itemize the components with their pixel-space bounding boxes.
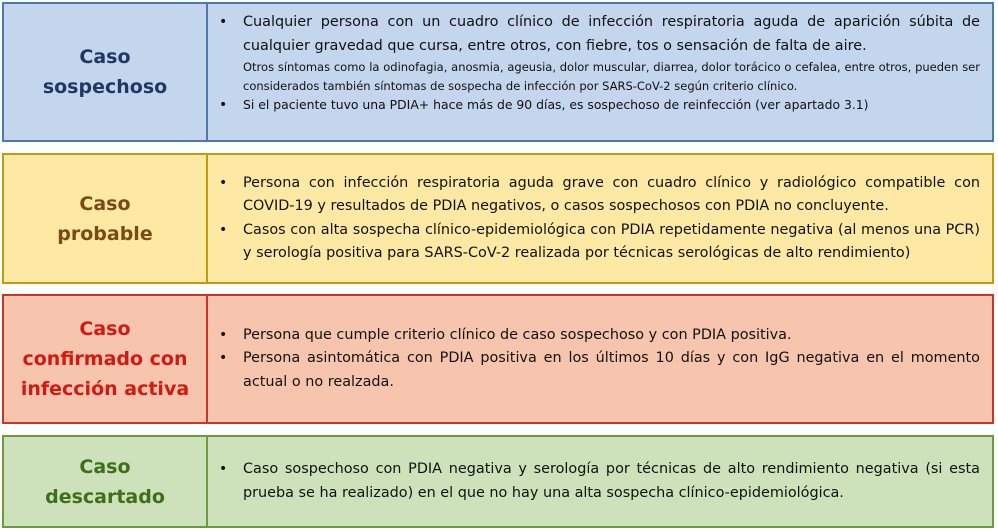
criterion-text: Cualquier persona con un cuadro clínico de infección respiratoria aguda de aparición súbita de cualquier gravedad que cursa, entre otros, con fiebre, tos o sensación de falta de aire. [243,14,980,54]
criterion-text: Si el paciente tuvo una PDIA+ hace más de 90 días, es sospechoso de reinfección (ver apartado 3.1) [243,97,869,112]
title-line: infección activa [20,378,190,400]
case-probable [2,153,994,284]
case-suspected-criteria [208,4,992,140]
title-line: Caso [79,455,131,478]
title-line: sospechoso [42,76,168,98]
case-suspected [2,2,994,142]
criterion-item [218,219,980,266]
title-line: Caso [79,318,131,340]
criterion-item [218,95,980,115]
criterion-item [218,347,980,394]
case-confirmed [2,294,994,424]
case-discarded-criteria [208,437,992,526]
title-line: probable [57,222,153,245]
criterion-text: Casos con alta sospecha clínico-epidemiológica con PDIA repetidamente negativa (al menos una PCR) y serología positiva para SARS-CoV-2 realizada por técnicas serológicas de alto rendimiento) [243,221,980,261]
case-probable-title [4,155,208,282]
case-probable-criteria [208,155,992,282]
criterion-item [218,324,980,348]
case-confirmed-criteria [208,296,992,422]
case-discarded [2,435,994,528]
criterion-text: Persona con infección respiratoria aguda grave con cuadro clínico y radiológico compatible con COVID-19 y resultados de PDIA negativos, o casos sospechosos con PDIA no concluyente. [243,174,980,214]
criterion-text: Persona asintomática con PDIA positiva en los últimos 10 días y con IgG negativa en el momento actual o no realzada. [243,350,980,390]
title-line: descartado [45,485,165,508]
case-confirmed-title [4,296,208,422]
case-suspected-title [4,4,208,140]
title-line: Caso [79,46,131,68]
case-discarded-title [4,437,208,526]
title-line: Caso [79,192,131,215]
criterion-item [218,458,980,505]
criterion-text: Persona que cumple criterio clínico de caso sospechoso y con PDIA positiva. [243,326,792,343]
title-line: confirmado con [22,348,188,370]
criterion-item [218,11,980,95]
criterion-text: Caso sospechoso con PDIA negativa y serología por técnicas de alto rendimiento negativa (si esta prueba se ha realizado) en el que no hay una alta sospecha clínico-epidemiológica. [243,461,980,501]
criterion-subtext: Otros síntomas como la odinofagia, anosmia, ageusia, dolor muscular, diarrea, dolor torácico o cefalea, entre otros, pueden ser considerados también síntomas de sospecha de infección por SARS-CoV-2 según criterio clínico. [243,60,980,93]
criterion-item [218,172,980,219]
